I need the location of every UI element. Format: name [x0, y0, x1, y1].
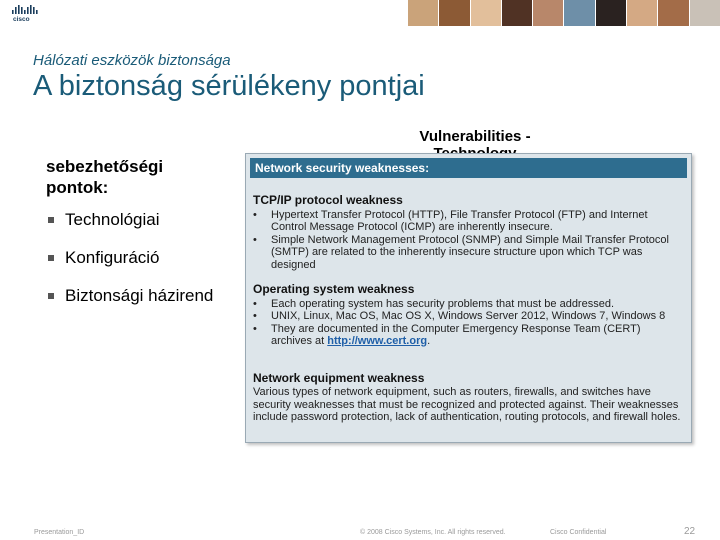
header-photo: [690, 0, 720, 26]
list-item: • Hypertext Transfer Protocol (HTTP), File Transfer Protocol (FTP) and Internet Control Message Protocol (ICMP) are inherently insecure.: [253, 209, 681, 234]
network-section-title: Network equipment weakness: [253, 370, 425, 385]
list-item: • Each operating system has security problems that must be addressed.: [253, 297, 615, 310]
bullet-square-icon: [48, 217, 54, 223]
bullet-square-icon: [48, 255, 54, 261]
page-number: 22: [684, 526, 696, 537]
header-photo: [596, 0, 626, 26]
cert-text: They are documented in the Computer Emergency Response Team (CERT) archives at: [271, 322, 641, 347]
panel-body: [253, 194, 681, 424]
weakness-panel: [245, 153, 692, 443]
slide-subtitle: Hálózati eszközök biztonsága: [33, 52, 231, 69]
header-photo: [627, 0, 657, 26]
tcpip-item-1: Hypertext Transfer Protocol (HTTP), File Transfer Protocol (FTP) and Internet Control Message Protocol (ICMP) are inherently insecure.: [271, 208, 648, 233]
bullet-text: Biztonsági házirend: [65, 286, 214, 305]
tcpip-item-2: Simple Network Management Protocol (SNMP) and Simple Mail Transfer Protocol (SMTP) are related to the inherently insecure structure upon which TCP was designed: [271, 233, 669, 271]
os-item-1: Each operating system has security problems that must be addressed.: [271, 297, 615, 310]
cert-suffix: .: [427, 335, 431, 347]
header-photo: [471, 0, 501, 26]
os-section-title: Operating system weakness: [253, 282, 415, 296]
cisco-logo: [10, 4, 42, 22]
bullet-text: Technológiai: [65, 210, 160, 229]
footer-copyright: © 2008 Cisco Systems, Inc. All rights reserved.: [360, 529, 506, 536]
header-photo-strip: [408, 0, 720, 26]
header-photo: [439, 0, 469, 26]
header-photo: [502, 0, 532, 26]
panel-header-text: Network security weaknesses:: [255, 161, 430, 175]
slide-title: A biztonság sérülékeny pontjai: [33, 70, 425, 102]
panel-caption: Vulnerabilities -: [419, 128, 531, 145]
header-photo: [533, 0, 563, 26]
bullet-item: [46, 286, 236, 306]
list-item: • They are documented in the Computer Emergency Response Team (CERT) archives at http://www.cert.org.: [253, 322, 641, 347]
os-item-2: UNIX, Linux, Mac OS, Mac OS X, Windows Server 2012, Windows 7, Windows 8: [271, 310, 666, 322]
header-photo: [564, 0, 594, 26]
logo-text: cisco: [13, 16, 30, 22]
bullet-square-icon: [48, 293, 54, 299]
bullet-list: [46, 210, 236, 324]
list-item: • UNIX, Linux, Mac OS, Mac OS X, Windows Server 2012, Windows 7, Windows 8: [253, 310, 666, 322]
bullet-item: [46, 248, 236, 268]
tcpip-section-title: TCP/IP protocol weakness: [253, 193, 403, 207]
header-photo: [658, 0, 688, 26]
header-photo: [408, 0, 438, 26]
bullet-item: [46, 210, 236, 230]
panel-header-bar: [250, 158, 687, 178]
bullet-text: Konfiguráció: [65, 248, 160, 267]
list-item: • Simple Network Management Protocol (SNMP) and Simple Mail Transfer Protocol (SMTP) are related to the inherently insecure structure upon which TCP was designed: [253, 234, 681, 272]
network-section-text: Various types of network equipment, such as routers, firewalls, and switches have security weaknesses that must be recognized and protected against. Their weaknesses include password protection, lack of authentication, routing protocols, and firewall holes.: [253, 386, 681, 423]
top-banner: [0, 0, 720, 26]
footer-presentation-id: Presentation_ID: [34, 529, 85, 536]
left-heading: sebezhetőségi pontok:: [46, 157, 164, 197]
footer-confidential: Cisco Confidential: [550, 529, 607, 536]
cert-link[interactable]: http://www.cert.org: [327, 335, 428, 347]
